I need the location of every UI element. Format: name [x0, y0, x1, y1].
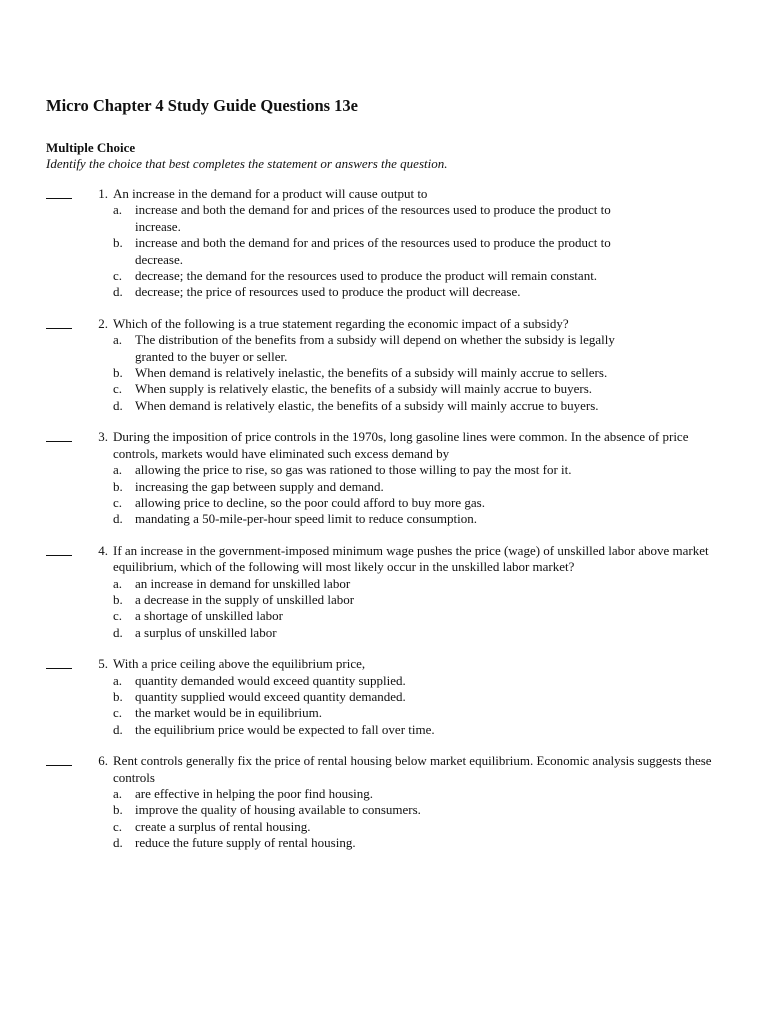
question-item — [46, 186, 726, 301]
answer-option — [113, 592, 655, 608]
option-letter: a. — [113, 202, 123, 218]
question-text: Which of the following is a true statement regarding the economic impact of a subsidy? — [113, 315, 569, 331]
option-letter: b. — [113, 365, 123, 381]
answer-option — [113, 786, 655, 802]
section-heading: Multiple Choice — [46, 140, 136, 155]
option-text: When demand is relatively inelastic, the benefits of a subsidy will mainly accrue to sellers. — [135, 365, 608, 381]
option-letter: c. — [113, 608, 123, 624]
option-letter: a. — [113, 672, 123, 688]
question-number: 4. — [98, 542, 108, 558]
question-item — [46, 543, 726, 641]
option-text: allowing price to decline, so the poor could afford to buy more gas. — [135, 494, 485, 510]
option-letter: d. — [113, 284, 123, 300]
option-letter: a. — [113, 575, 123, 591]
option-letter: b. — [113, 688, 123, 704]
option-letter: c. — [113, 381, 123, 397]
answer-option — [113, 284, 655, 300]
option-letter: b. — [113, 591, 123, 607]
question-item — [46, 316, 726, 414]
option-text: increasing the gap between supply and demand. — [135, 478, 384, 494]
question-number: 3. — [98, 429, 108, 445]
answer-option — [113, 495, 655, 511]
option-letter: d. — [113, 511, 123, 527]
option-letter: c. — [113, 818, 123, 834]
option-text: improve the quality of housing available to consumers. — [135, 802, 421, 818]
question-text: Rent controls generally fix the price of rental housing below market equilibrium. Economic analysis suggests these controls — [113, 753, 712, 785]
question-number: 6. — [98, 753, 108, 769]
answer-option — [113, 673, 655, 689]
answer-option — [113, 819, 655, 835]
option-letter: b. — [113, 235, 123, 251]
option-letter: c. — [113, 494, 123, 510]
option-letter: a. — [113, 786, 123, 801]
answer-option — [113, 381, 655, 397]
option-text: the market would be in equilibrium. — [135, 705, 323, 721]
option-text: quantity supplied would exceed quantity demanded. — [135, 688, 406, 704]
option-letter: d. — [113, 624, 123, 640]
option-letter: a. — [113, 462, 123, 478]
answer-blank[interactable] — [46, 543, 72, 556]
question-text: If an increase in the government-imposed minimum wage pushes the price (wage) of unskilled labor above market equilibrium, which of the following will most likely occur in the unskilled labor market? — [113, 542, 709, 575]
answer-option — [113, 722, 655, 738]
section-instructions: Identify the choice that best completes the statement or answers the question. — [46, 156, 448, 171]
answer-options — [113, 332, 726, 414]
answer-option — [113, 479, 655, 495]
answer-option — [113, 576, 655, 592]
option-letter: b. — [113, 478, 123, 494]
answer-blank[interactable] — [46, 429, 72, 442]
answer-option — [113, 202, 655, 235]
answer-option — [113, 705, 655, 721]
question-number: 2. — [98, 315, 108, 331]
option-letter: a. — [113, 332, 123, 348]
question-item — [46, 656, 726, 738]
question-text: With a price ceiling above the equilibrium price, — [113, 656, 366, 672]
answer-option — [113, 625, 655, 641]
answer-option — [113, 398, 655, 414]
answer-options — [113, 786, 726, 852]
option-text: a decrease in the supply of unskilled labor — [135, 591, 355, 607]
answer-option — [113, 511, 655, 527]
option-text: mandating a 50-mile-per-hour speed limit to reduce consumption. — [135, 511, 477, 527]
option-text: increase and both the demand for and prices of the resources used to produce the product to decrease. — [135, 235, 611, 267]
answer-option — [113, 365, 655, 381]
answer-option — [113, 235, 655, 268]
option-text: When demand is relatively elastic, the benefits of a subsidy will mainly accrue to buyers. — [135, 397, 599, 413]
answer-option — [113, 462, 655, 478]
answer-option — [113, 802, 655, 818]
option-text: reduce the future supply of rental housing. — [135, 835, 356, 851]
option-text: create a surplus of rental housing. — [135, 818, 311, 834]
option-text: increase and both the demand for and prices of the resources used to produce the product to increase. — [135, 202, 611, 234]
answer-options — [113, 576, 726, 642]
option-letter: d. — [113, 397, 123, 413]
document-page — [46, 96, 726, 865]
option-letter: d. — [113, 721, 123, 737]
option-text: are effective in helping the poor find housing. — [135, 786, 374, 801]
question-text: An increase in the demand for a product will cause output to — [113, 186, 428, 201]
option-text: a surplus of unskilled labor — [135, 624, 277, 640]
answer-blank[interactable] — [46, 186, 72, 199]
answer-option — [113, 268, 655, 284]
option-text: The distribution of the benefits from a subsidy will depend on whether the subsidy is legally granted to the buyer or seller. — [135, 332, 615, 364]
answer-option — [113, 835, 655, 851]
question-list — [46, 186, 726, 852]
option-letter: d. — [113, 835, 123, 851]
answer-blank[interactable] — [46, 316, 72, 329]
option-text: allowing the price to rise, so gas was rationed to those willing to pay the most for it. — [135, 462, 572, 478]
option-text: an increase in demand for unskilled labor — [135, 575, 351, 591]
option-text: quantity demanded would exceed quantity supplied. — [135, 672, 406, 688]
option-text: a shortage of unskilled labor — [135, 608, 284, 624]
answer-options — [113, 673, 726, 739]
answer-blank[interactable] — [46, 753, 72, 766]
question-text: During the imposition of price controls in the 1970s, long gasoline lines were common. In the absence of price controls, markets would have eliminated such excess demand by — [113, 429, 689, 461]
answer-option — [113, 608, 655, 624]
answer-blank[interactable] — [46, 656, 72, 669]
document-title: Micro Chapter 4 Study Guide Questions 13e — [46, 96, 358, 115]
option-text: decrease; the price of resources used to produce the product will decrease. — [135, 284, 521, 300]
question-item — [46, 753, 726, 851]
option-letter: b. — [113, 802, 123, 818]
question-number: 1. — [98, 186, 108, 201]
option-letter: c. — [113, 268, 123, 284]
answer-options — [113, 462, 726, 528]
answer-option — [113, 332, 655, 365]
option-text: When supply is relatively elastic, the benefits of a subsidy will mainly accrue to buyers. — [135, 381, 593, 397]
option-letter: c. — [113, 705, 123, 721]
question-item — [46, 429, 726, 527]
answer-options — [113, 202, 726, 300]
option-text: the equilibrium price would be expected to fall over time. — [135, 721, 435, 737]
question-number: 5. — [98, 656, 108, 672]
answer-option — [113, 689, 655, 705]
option-text: decrease; the demand for the resources used to produce the product will remain constant. — [135, 268, 598, 284]
